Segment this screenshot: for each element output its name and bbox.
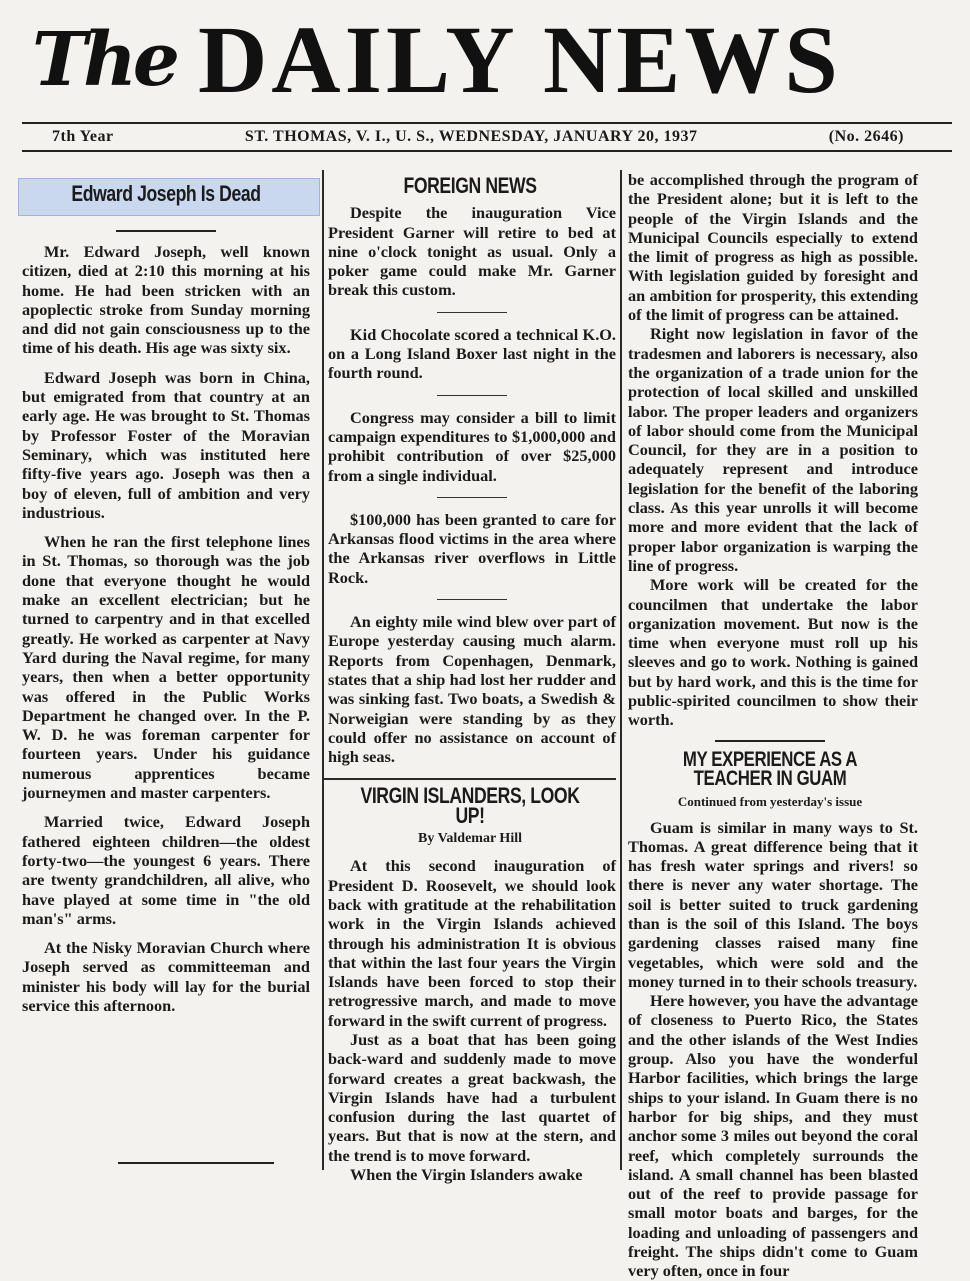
masthead-daily-news: DAILY NEWS — [197, 6, 842, 113]
article-paragraph: Married twice, Edward Joseph fathered eighteen children—the oldest forty-two—the youngest 6 years. There are twenty grandchildren, all alive, who have played at some time in "the old man's" arms. — [22, 812, 310, 928]
article-paragraph: be accomplished through the program of the President alone; but it is left to the people of the Virgin Islands and the Municipal Councils especially to extend the limit of progress as high as possible. With legislation guided by foresight and an ambition for prosperity, this extending of the limit of progress can be attained. — [628, 170, 918, 325]
article-paragraph: Mr. Edward Joseph, well known citizen, died at 2:10 this morning at his home. He had been stricken with an apoplectic stroke from Sunday morning and did not gain consciousness up to the time of his death. His age was sixty six. — [22, 242, 310, 358]
article-paragraph: Just as a boat that has been going back-ward and suddenly made to move forward creates a great backwash, the Virgin Islands have had a turbulent confusion during the last quartet of years. But that is now at the stern, and the trend is to move forward. — [328, 1029, 616, 1165]
article-paragraph: When the Virgin Islanders awake — [350, 1165, 583, 1185]
headline-edward-joseph: Edward Joseph Is Dead — [71, 181, 261, 206]
article-paragraph: Edward Joseph was born in China, but emigrated from that country at an early age. He was brought to St. Thomas by Professor Foster of the Moravian Seminary, which was instituted here fifty-five years ago. Joseph was then a boy of eleven, full of ambition and very industrious. — [22, 367, 310, 522]
article-paragraph: More work will be created for the councilmen that undertake the labor organization movement. But now is the time when everyone must roll up his sleeves and go to work. Nothing is gained but by hard work, and this is the time for public-spirited councilmen to show their worth. — [628, 575, 918, 730]
article-box — [324, 778, 616, 1184]
item-divider — [437, 599, 507, 600]
headline-rule — [116, 230, 216, 232]
news-item: Despite the inauguration Vice President Garner will retire to bed at nine o'clock tonight as usual. Only a poker game could make Mr. Garner break this custom. — [328, 203, 616, 300]
column-3 — [620, 170, 918, 1281]
article-paragraph: Here however, you have the advantage of closeness to Puerto Rico, the States and the other islands of the West Indies group. Also you have the wonderful Harbor facilities, which brings the large ships to your island. In Guam there is no harbor for big ships, and they must anchor some 3 miles out beyond the coral reef, which completely surrounds the island. A small channel has been blasted out of the reef to provide passage for small motor boats and barges, for the loading and unloading of passengers and freight. The ships didn't come to Guam very often, once in four — [628, 991, 918, 1281]
item-divider — [437, 312, 507, 313]
dateline — [22, 122, 952, 152]
masthead-the: The — [32, 17, 176, 103]
article-divider — [715, 740, 825, 742]
headline-virgin-islanders: VIRGIN ISLANDERS, LOOK UP! — [360, 783, 580, 828]
masthead — [0, 0, 970, 122]
news-item: Kid Chocolate scored a technical K.O. on a Long Island Boxer last night in the fourth round. — [328, 324, 616, 383]
item-divider — [437, 497, 507, 498]
article-paragraph: At this second inauguration of President D. Roosevelt, we should look back with gratitude at the rehabilitation work in the Virgin Islands achieved through his administration It is obvious that within the last four years the Virgin Islands have been forced to stop their retrogressive march, and made to move forward in the swift current of progress. — [328, 856, 616, 1030]
item-divider — [437, 395, 507, 396]
column-2 — [322, 170, 616, 1185]
article-paragraph: Guam is similar in many ways to St. Thomas. A great difference being that it has fresh water springs and rivers! so there is never any water shortage. The soil is better suited to truck gardening than is the soil of this Island. The boys gardening classes raised many fine vegetables, which were sold and the money turned in to their schools treasury. — [628, 817, 918, 991]
byline: By Valdemar Hill — [418, 831, 522, 847]
news-item: $100,000 has been granted to care for Arkansas flood victims in the area where the Arkansas river overflows in Little Rock. — [328, 509, 616, 587]
continued-note: Continued from yesterday's issue — [677, 794, 863, 810]
article-paragraph: When he ran the first telephone lines in St. Thomas, so thorough was the job done that everyone thought he would make an excellent electrician; but he turned to carpentry and in that excelled greatly. He worked as carpenter at Navy Yard during the Naval regime, for many years, then when a better opportunity was offered in the Public Works Department he changed over. In the P. W. D. he was foreman carpenter for fourteen years. Under his guidance numerous apprentices became journeymen and master carpenters. — [22, 532, 310, 803]
dateline-issue-number: (No. 2646) — [828, 128, 904, 145]
news-item: Congress may consider a bill to limit campaign expenditures to $1,000,000 and prohibit contribution of over $25,000 from a single individual. — [328, 407, 616, 485]
column-1 — [18, 170, 314, 1170]
newspaper-title — [32, 4, 912, 116]
headline-foreign-news: FOREIGN NEWS — [403, 173, 537, 198]
article-paragraph: Right now legislation in favor of the tradesmen and laborers is necessary, also the organization of a trade union for the protection of local skilled and unskilled labor. The proper leaders and organizers of labor should come from the Municipal Council, for they are in a position to adequately represent and introduce legislation for the benefit of the laboring class. As this year unrolls it will become more and more evident that the lack of proper labor organization is warping the line of progress. — [628, 324, 918, 575]
dateline-year: 7th Year — [52, 128, 114, 145]
dateline-place-date: ST. THOMAS, V. I., U. S., WEDNESDAY, JANUARY 20, 1937 — [244, 128, 698, 145]
column-bottom-rule — [118, 1162, 274, 1164]
article-paragraph: At the Nisky Moravian Church where Joseph served as committeeman and minister his body will lay for the burial service this afternoon. — [22, 938, 310, 1015]
headline-experience-guam: MY EXPERIENCE AS A TEACHER IN GUAM — [682, 747, 858, 790]
news-item: An eighty mile wind blew over part of Europe yesterday causing much alarm. Reports from Copenhagen, Denmark, states that a ship had lost her rudder and was sinking fast. Two boats, a Swedish & Norweigian were standing by as they could offer no assistance on account of high seas. — [328, 612, 616, 767]
